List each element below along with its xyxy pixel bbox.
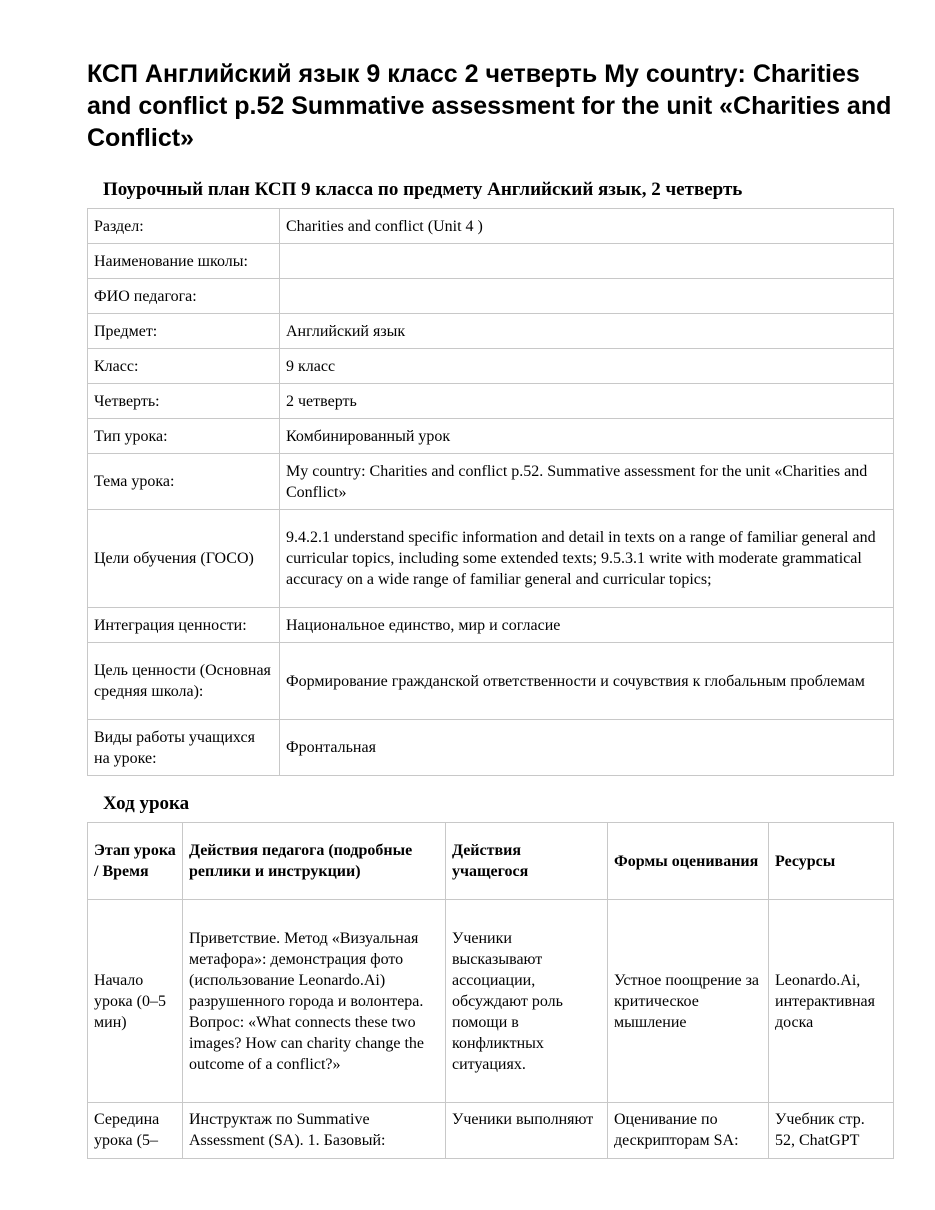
info-value: 9.4.2.1 understand specific information and detail in texts on a range of familiar general and curricular topics, including some extended texts; 9.5.3.1 write with moderate grammatical accuracy on a wide range of familiar general and curricular topics; <box>280 510 894 608</box>
column-header: Действия учащегося <box>446 823 608 900</box>
info-table <box>87 208 894 776</box>
info-label: Цель ценности (Основная средняя школа): <box>88 643 280 720</box>
info-label: Наименование школы: <box>88 244 280 279</box>
table-cell: Устное поощрение за критическое мышление <box>608 900 769 1103</box>
column-header: Ресурсы <box>769 823 894 900</box>
info-label: Четверть: <box>88 384 280 419</box>
table-row <box>88 1103 894 1159</box>
info-label: Класс: <box>88 349 280 384</box>
info-label: ФИО педагога: <box>88 279 280 314</box>
table-cell: Оценивание по дескрипторам SA: <box>608 1103 769 1159</box>
table-cell: Leonardo.Ai, интерактивная доска <box>769 900 894 1103</box>
column-header: Действия педагога (подробные реплики и инструкции) <box>183 823 446 900</box>
table-header-row <box>88 823 894 900</box>
table-row <box>88 419 894 454</box>
info-value <box>280 279 894 314</box>
table-row <box>88 454 894 510</box>
document-page <box>87 58 893 1159</box>
info-value: Комбинированный урок <box>280 419 894 454</box>
info-value: My country: Charities and conflict p.52. Summative assessment for the unit «Charities and Conflict» <box>280 454 894 510</box>
table-row <box>88 314 894 349</box>
table-cell: Середина урока (5– <box>88 1103 183 1159</box>
table-cell: Учебник стр. 52, ChatGPT <box>769 1103 894 1159</box>
info-value <box>280 244 894 279</box>
table-row <box>88 209 894 244</box>
table-cell: Ученики высказывают ассоциации, обсуждают роль помощи в конфликтных ситуациях. <box>446 900 608 1103</box>
table-row <box>88 720 894 776</box>
table-row <box>88 643 894 720</box>
column-header: Этап урока / Время <box>88 823 183 900</box>
info-value: Charities and conflict (Unit 4 ) <box>280 209 894 244</box>
table-row <box>88 244 894 279</box>
lesson-table <box>87 822 894 1159</box>
info-value: Фронтальная <box>280 720 894 776</box>
info-label: Предмет: <box>88 314 280 349</box>
table-row <box>88 608 894 643</box>
info-label: Тема урока: <box>88 454 280 510</box>
table-cell: Начало урока (0–5 мин) <box>88 900 183 1103</box>
info-value: Национальное единство, мир и согласие <box>280 608 894 643</box>
table-row <box>88 349 894 384</box>
table-row <box>88 279 894 314</box>
info-label: Тип урока: <box>88 419 280 454</box>
table-cell: Приветствие. Метод «Визуальная метафора»: демонстрация фото (использование Leonardo.Ai) разрушенного города и волонтера. Вопрос: «What connects these two images? How can charity change the outcome of a conflict?» <box>183 900 446 1103</box>
info-label: Цели обучения (ГОСО) <box>88 510 280 608</box>
section-title: Ход урока <box>103 793 190 814</box>
table-cell: Ученики выполняют <box>446 1103 608 1159</box>
table-row <box>88 510 894 608</box>
column-header: Формы оценивания <box>608 823 769 900</box>
info-label: Интеграция ценности: <box>88 608 280 643</box>
info-value: Английский язык <box>280 314 894 349</box>
table-row <box>88 384 894 419</box>
info-value: 2 четверть <box>280 384 894 419</box>
table-row <box>88 900 894 1103</box>
info-value: Формирование гражданской ответственности и сочувствия к глобальным проблемам <box>280 643 894 720</box>
table-cell: Инструктаж по Summative Assessment (SA). 1. Базовый: <box>183 1103 446 1159</box>
info-value: 9 класс <box>280 349 894 384</box>
document-title: КСП Английский язык 9 класс 2 четверть My country: Charities and conflict p.52 Summative assessment for the unit «Charities and Conflict» <box>87 60 892 152</box>
info-label: Раздел: <box>88 209 280 244</box>
plan-subtitle: Поурочный план КСП 9 класса по предмету Английский язык, 2 четверть <box>103 179 743 200</box>
info-label: Виды работы учащихся на уроке: <box>88 720 280 776</box>
